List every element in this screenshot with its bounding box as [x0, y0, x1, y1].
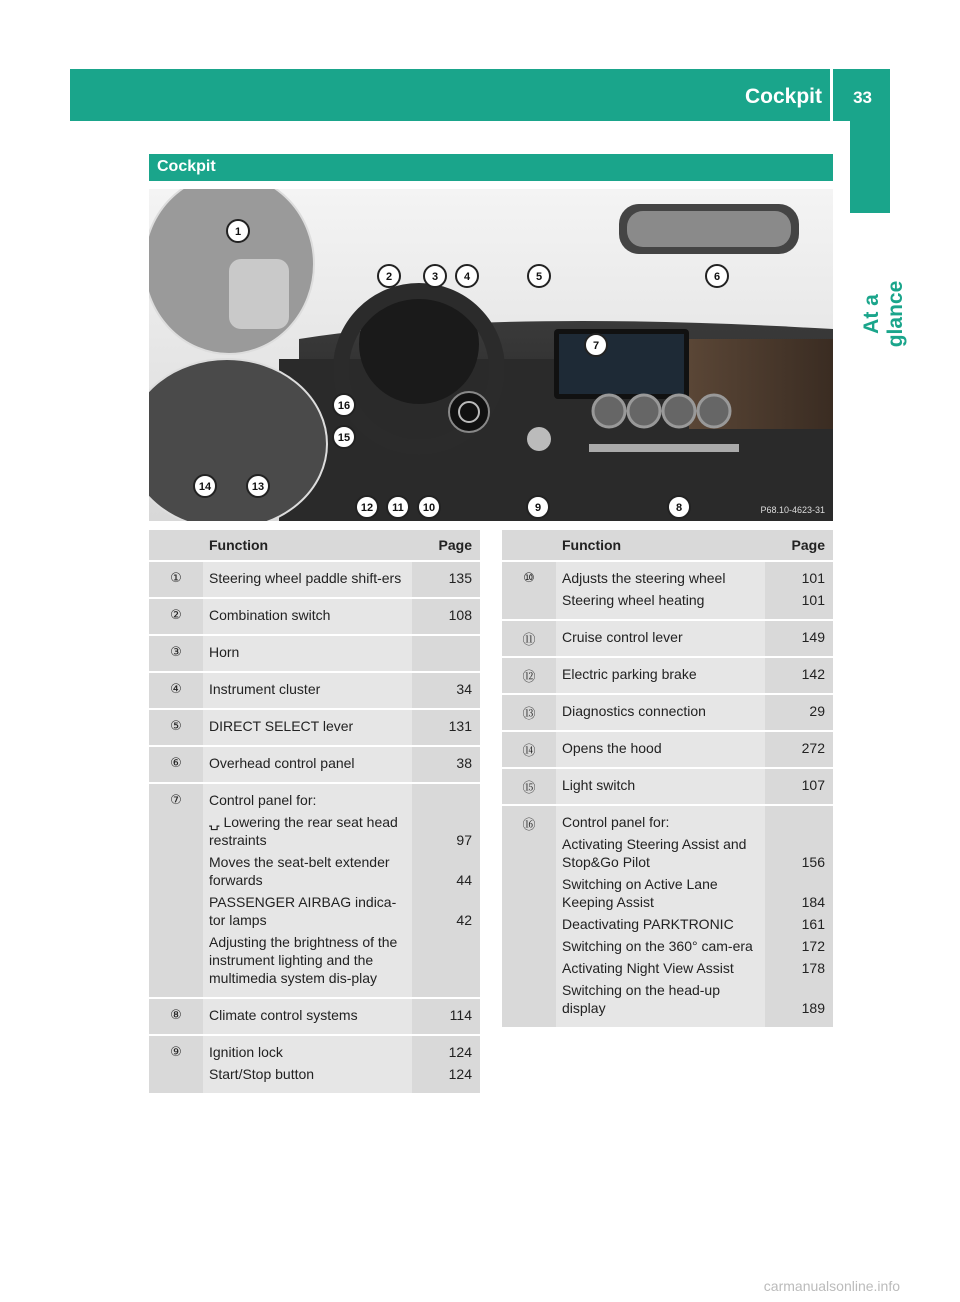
function-cell: [556, 805, 765, 1027]
function-text: Combination switch: [209, 607, 331, 623]
table-row: [149, 561, 480, 598]
function-text: Light switch: [562, 777, 636, 793]
page-ref: 178: [801, 960, 825, 976]
svg-text:2: 2: [385, 271, 393, 283]
page-ref: 161: [801, 916, 825, 932]
table-row: [502, 657, 833, 694]
page-ref: 114: [449, 1007, 472, 1023]
function-text: ⍽ Lowering the rear seat head restraints: [209, 814, 398, 848]
function-cell: [203, 561, 412, 598]
page-ref: 149: [801, 629, 825, 645]
page-ref: 189: [801, 1000, 825, 1016]
page-ref: [769, 813, 825, 831]
function-table-right: [502, 530, 833, 1027]
footer-watermark: carmanualsonline.info: [763, 1278, 900, 1294]
page-cell: [765, 731, 833, 768]
callout-number: ①: [149, 561, 203, 598]
svg-text:7: 7: [592, 340, 600, 352]
callout-number: ⑫: [502, 657, 556, 694]
table-row: [502, 620, 833, 657]
page-cell: [412, 561, 480, 598]
page-cell: [412, 783, 480, 998]
function-text: DIRECT SELECT lever: [209, 718, 354, 734]
function-text: Activating Night View Assist: [562, 960, 734, 976]
page-ref: 97: [456, 832, 472, 848]
callout-number: ⑥: [149, 746, 203, 783]
function-text: PASSENGER AIRBAG indica-tor lamps: [209, 894, 397, 928]
svg-text:3: 3: [431, 271, 439, 283]
function-text: Instrument cluster: [209, 681, 321, 697]
table-row: [149, 672, 480, 709]
page-ref: 131: [448, 718, 472, 734]
cockpit-figure: [149, 189, 833, 521]
num-header: [149, 530, 203, 561]
table-header-row: [502, 530, 833, 561]
page-ref: [416, 933, 472, 987]
function-text: Adjusts the steering wheel: [562, 570, 726, 586]
table-body: [502, 561, 833, 1027]
function-text: Overhead control panel: [209, 755, 355, 771]
page-cell: [765, 694, 833, 731]
svg-text:13: 13: [251, 481, 265, 493]
section-header: [149, 154, 833, 181]
function-text: Cruise control lever: [562, 629, 683, 645]
function-text: Control panel for:: [209, 792, 317, 808]
function-cell: [556, 731, 765, 768]
table-row: [149, 998, 480, 1035]
header-separator: [830, 69, 833, 121]
table-row: [502, 805, 833, 1027]
page-ref: 29: [809, 703, 825, 719]
page-header-cell: Page: [765, 530, 833, 561]
function-text: Adjusting the brightness of the instrument lighting and the multimedia system dis-play: [209, 934, 398, 986]
svg-text:11: 11: [392, 502, 404, 514]
page-cell: [412, 998, 480, 1035]
page-ref: 142: [801, 666, 825, 682]
callout-number: ⑭: [502, 731, 556, 768]
svg-text:8: 8: [675, 502, 683, 514]
function-text: Ignition lock: [209, 1044, 283, 1060]
page-ref: 184: [801, 894, 825, 910]
function-text: Switching on the 360° cam-era: [562, 938, 753, 954]
function-cell: [203, 598, 412, 635]
page-cell: [765, 561, 833, 620]
page-cell: [765, 620, 833, 657]
page-cell: [412, 635, 480, 672]
svg-text:9: 9: [534, 502, 542, 514]
function-cell: [203, 635, 412, 672]
page-cell: [412, 1035, 480, 1093]
page-ref: 34: [456, 681, 472, 697]
page-cell: [412, 746, 480, 783]
svg-text:5: 5: [535, 271, 543, 283]
page-header-cell: Page: [412, 530, 480, 561]
side-section-label: At a glance: [860, 280, 907, 348]
callout-number: ⑮: [502, 768, 556, 805]
table-row: [149, 746, 480, 783]
page-ref: 272: [801, 740, 825, 756]
callout-number: ④: [149, 672, 203, 709]
function-header: Function: [203, 530, 412, 561]
svg-text:15: 15: [337, 432, 351, 444]
figure-id: P68.10-4623-31: [760, 505, 825, 515]
function-text: Start/Stop button: [209, 1066, 315, 1082]
function-cell: [556, 620, 765, 657]
function-text: Steering wheel heating: [562, 592, 705, 608]
callout-number: ⑩: [502, 561, 556, 620]
page-ref: [416, 791, 472, 809]
page-ref: 107: [801, 777, 825, 793]
function-text: Diagnostics connection: [562, 703, 706, 719]
svg-text:12: 12: [360, 502, 374, 514]
callout-number: ⑧: [149, 998, 203, 1035]
page-cell: [412, 672, 480, 709]
page-ref: 135: [448, 570, 472, 586]
page-ref: 172: [801, 938, 825, 954]
table-row: [502, 768, 833, 805]
callout-number: ⑪: [502, 620, 556, 657]
header-title: Cockpit: [744, 85, 822, 108]
function-cell: [556, 768, 765, 805]
function-header: Function: [556, 530, 765, 561]
function-cell: [556, 694, 765, 731]
function-text: Climate control systems: [209, 1007, 358, 1023]
table-row: [502, 731, 833, 768]
table-row: [149, 635, 480, 672]
function-cell: [203, 709, 412, 746]
page-ref: 156: [801, 854, 825, 870]
num-header: [502, 530, 556, 561]
callout-number: ⑦: [149, 783, 203, 998]
function-text: Electric parking brake: [562, 666, 697, 682]
function-cell: [203, 998, 412, 1035]
table-row: [149, 598, 480, 635]
page-ref: 124: [448, 1044, 472, 1060]
function-text: Switching on the head-up display: [562, 982, 720, 1016]
function-text: Opens the hood: [562, 740, 662, 756]
table-row: [149, 1035, 480, 1093]
svg-text:10: 10: [422, 502, 436, 514]
callout-number: ⑤: [149, 709, 203, 746]
page-cell: [765, 657, 833, 694]
function-table-left: [149, 530, 480, 1093]
side-tab: [850, 121, 890, 213]
page-ref: 42: [456, 912, 472, 928]
page-ref: 108: [448, 607, 472, 623]
function-text: Deactivating PARKTRONIC: [562, 916, 734, 932]
svg-text:6: 6: [713, 271, 721, 283]
svg-text:4: 4: [463, 271, 471, 283]
table-row: [149, 709, 480, 746]
function-text: Activating Steering Assist and Stop&Go Pilot: [562, 836, 747, 870]
table-row: [502, 561, 833, 620]
cockpit-illustration: [149, 189, 833, 521]
function-cell: [556, 657, 765, 694]
callout-number: ⑬: [502, 694, 556, 731]
function-text: Horn: [209, 644, 240, 660]
function-cell: [203, 1035, 412, 1093]
function-cell: [203, 783, 412, 998]
svg-text:14: 14: [198, 481, 212, 493]
page-header: [70, 69, 890, 121]
page-cell: [412, 709, 480, 746]
callout-number: ③: [149, 635, 203, 672]
function-cell: [556, 561, 765, 620]
table-body: [149, 561, 480, 1093]
function-text: Moves the seat-belt extender forwards: [209, 854, 390, 888]
page-cell: [412, 598, 480, 635]
function-cell: [203, 746, 412, 783]
callout-number: ②: [149, 598, 203, 635]
page-ref: 101: [801, 570, 825, 586]
section-title: Cockpit: [157, 158, 216, 175]
page-number: 33: [853, 88, 872, 107]
page-cell: [765, 805, 833, 1027]
function-text: Switching on Active Lane Keeping Assist: [562, 876, 718, 910]
function-cell: [203, 672, 412, 709]
function-text: Steering wheel paddle shift-ers: [209, 570, 402, 586]
callout-number: ⑯: [502, 805, 556, 1027]
page-ref: [416, 643, 472, 661]
table-row: [502, 694, 833, 731]
table-header-row: [149, 530, 480, 561]
page-ref: 44: [456, 872, 472, 888]
svg-text:16: 16: [337, 400, 351, 412]
table-row: [149, 783, 480, 998]
svg-text:1: 1: [234, 226, 242, 238]
page-ref: 124: [448, 1066, 472, 1082]
callout-number: ⑨: [149, 1035, 203, 1093]
function-text: Control panel for:: [562, 814, 670, 830]
page-cell: [765, 768, 833, 805]
page-ref: 38: [456, 755, 472, 771]
page-ref: 101: [801, 592, 825, 608]
